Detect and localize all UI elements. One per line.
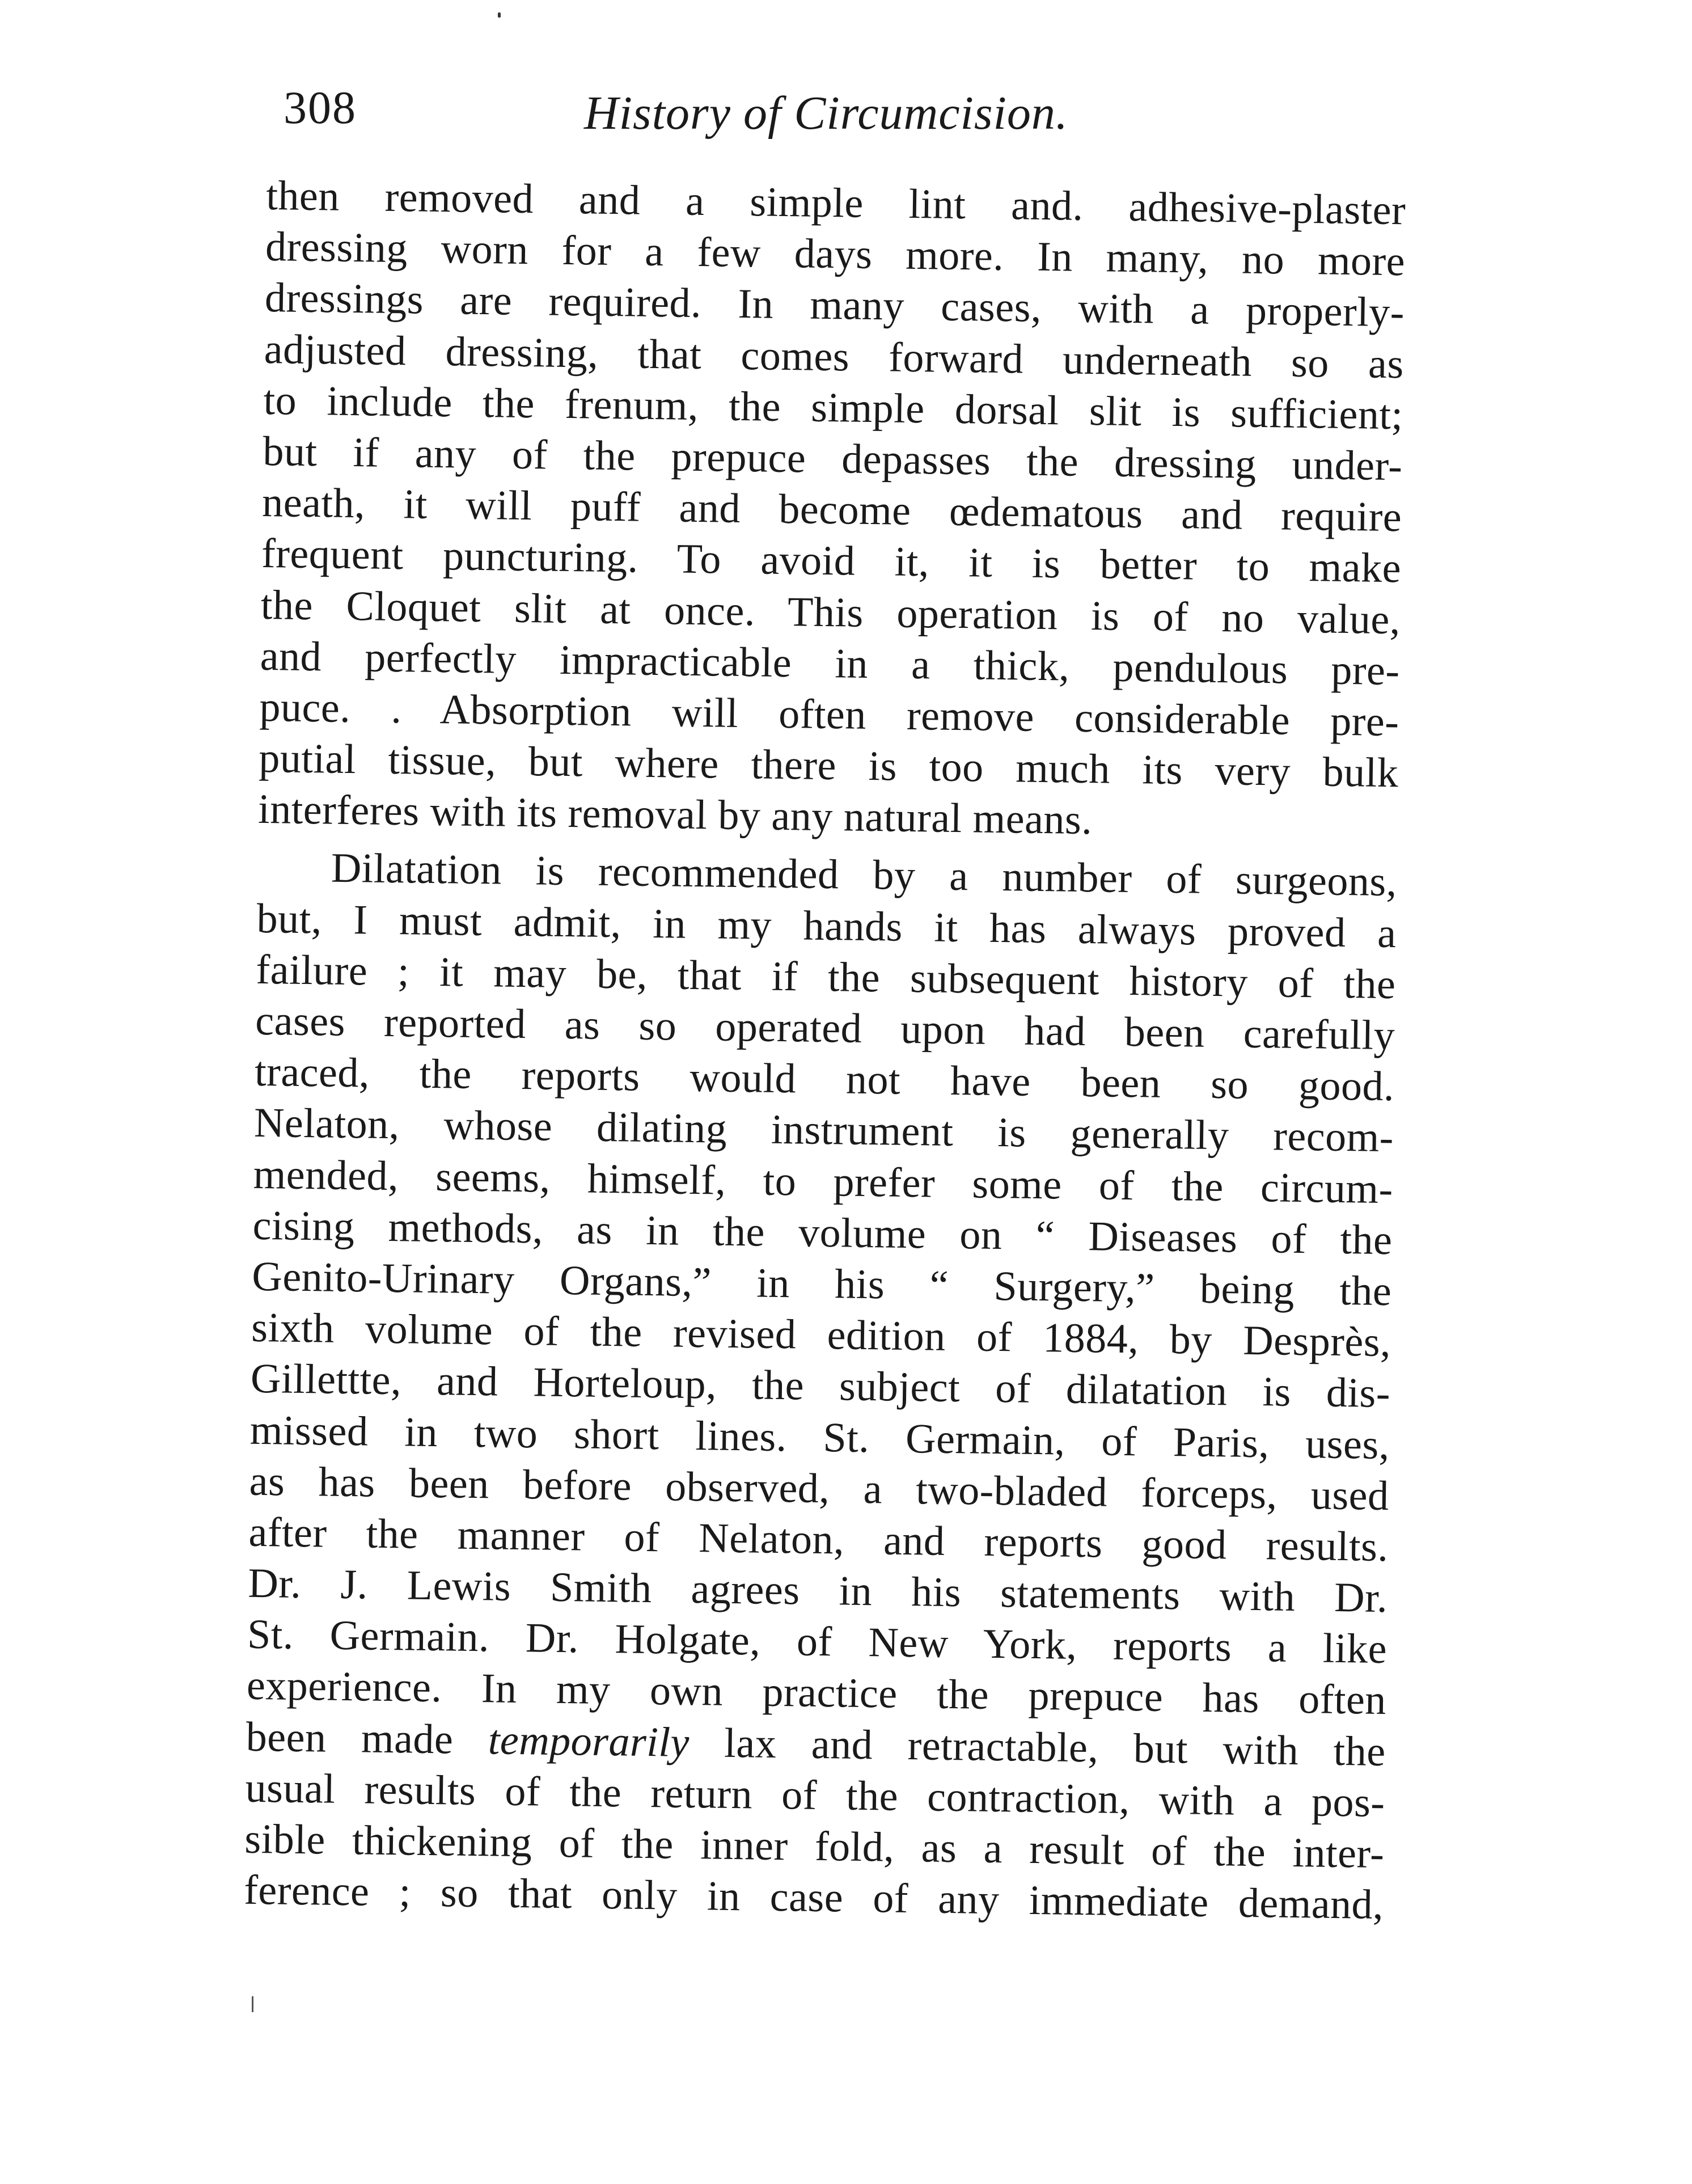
text-line: traced, the reports would not have been so good.	[254, 1049, 1395, 1110]
text-line: sixth volume of the revised edition of 1884, by Desprès,	[251, 1304, 1391, 1366]
text-line: adjusted dressing, that comes forward underneath so as	[264, 326, 1405, 387]
text-line: puce. . Absorption will often remove considerable pre-	[259, 683, 1399, 746]
text-line: Genito-Urinary Organs,” in his “ Surgery,” being the	[251, 1253, 1392, 1315]
print-speck	[498, 12, 501, 18]
text-line: frequent puncturing. To avoid it, it is better to make	[261, 530, 1402, 592]
text-line: and perfectly impracticable in a thick, pendulous pre-	[260, 632, 1401, 694]
text-line: interferes with its removal by any natural means.	[257, 786, 1093, 844]
text-line: failure ; it may be, that if the subsequent history of the	[256, 946, 1396, 1008]
text-line: cising methods, as in the volume on “ Diseases of the	[252, 1202, 1393, 1264]
text-line: then removed and a simple lint and. adhesive-plaster	[265, 172, 1406, 234]
text-line: after the manner of Nelaton, and reports good results.	[248, 1509, 1389, 1570]
text-line: sible thickening of the inner fold, as a result of the inter-	[244, 1815, 1385, 1878]
text-line: ference ; so that only in case of any immediate demand,	[243, 1866, 1384, 1929]
text-line: Nelaton, whose dilating instrument is generally recom-	[253, 1100, 1394, 1161]
text-line: dressings are required. In many cases, with a properly-	[264, 274, 1405, 336]
text-line: St. Germain. Dr. Holgate, of New York, reports a like	[247, 1611, 1388, 1673]
text-line: Dilatation is recommended by a number of surgeons,	[331, 845, 1398, 906]
text-line: Gillettte, and Horteloup, the subject of dilatation is dis-	[250, 1355, 1391, 1417]
text-fragment: lax and retractable, but with the	[689, 1719, 1386, 1775]
body-text	[244, 170, 1406, 1930]
text-line: usual results of the return of the contraction, with a pos-	[245, 1764, 1386, 1826]
text-line: but if any of the prepuce depasses the dressing under-	[262, 428, 1403, 490]
text-line: dressing worn for a few days more. In many, no more	[265, 223, 1406, 285]
page-number: 308	[284, 82, 357, 133]
print-mark	[252, 1996, 253, 2012]
text-line: but, I must admit, in my hands it has always proved a	[256, 895, 1397, 957]
text-line: cases reported as so operated upon had been carefully	[255, 997, 1395, 1059]
text-line: Dr. J. Lewis Smith agrees in his statements with Dr.	[247, 1560, 1388, 1622]
text-line: as has been before observed, a two-bladed forceps, used	[249, 1458, 1390, 1519]
italic-word: temporarily	[488, 1716, 690, 1766]
text-line: the Cloquet slit at once. This operation is of no value,	[260, 581, 1401, 643]
text-fragment: been made	[246, 1713, 489, 1763]
text-line: neath, it will puff and become œdematous and require	[261, 479, 1402, 541]
text-line: putial tissue, but where there is too much its very bulk	[258, 734, 1399, 797]
text-line: to include the frenum, the simple dorsal slit is sufficient;	[263, 377, 1404, 439]
text-line: experience. In my own practice the prepuce has often	[246, 1662, 1387, 1724]
text-line: missed in two short lines. St. Germain, of Paris, uses,	[249, 1406, 1390, 1468]
page-header	[284, 74, 1123, 142]
running-title: History of Circumcision.	[584, 87, 1068, 140]
text-line: mended, seems, himself, to prefer some of the circum-	[253, 1151, 1394, 1213]
